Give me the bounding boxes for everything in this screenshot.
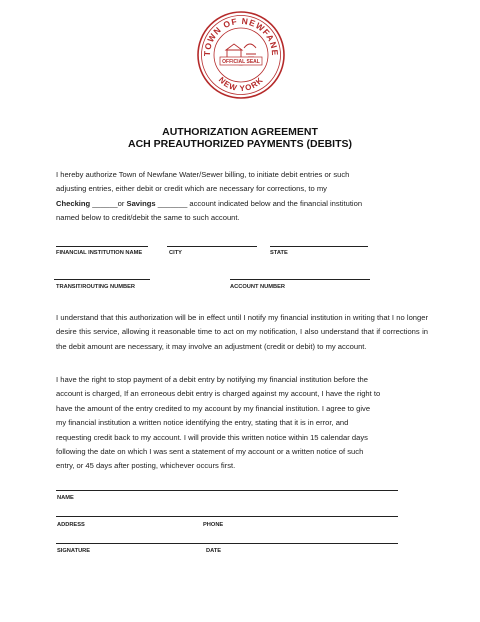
city-label: CITY [169, 250, 182, 256]
state-label: STATE [270, 250, 288, 256]
rights-line: my financial institution a written notice identifying the entry, stating that it is in error, and [56, 418, 349, 428]
page-title: AUTHORIZATION AGREEMENT [162, 126, 318, 138]
account-number-field[interactable] [230, 279, 370, 280]
rights-line: account is charged, If an erroneous debit entry is charged against my account, I have the right to [56, 389, 381, 399]
seal-top-text: TOWN OF NEWFANE [201, 15, 281, 57]
page-subtitle: ACH PREAUTHORIZED PAYMENTS (DEBITS) [127, 138, 352, 150]
name-field[interactable] [56, 490, 398, 491]
rights-line: entry, or 45 days after posting, whichever occurs first. [56, 461, 236, 471]
seal-bottom-text: NEW YORK [216, 75, 266, 94]
notice-paragraph: I understand that this authorization will be in effect until I notify my financial institution in writing that I no longer desire this service, allowing it reasonable time to act on my notification, I also understand that if corrections in the debit amount are necessary, it may involve an adjustment (credit or debit) to my account. [56, 313, 428, 351]
rights-line: requesting credit back to my account. I will provide this written notice within 15 calendar days [56, 432, 368, 442]
account-type-line [56, 197, 434, 211]
intro-line: named below to credit/debit the same to such account. [56, 213, 240, 223]
town-seal [196, 10, 286, 100]
state-field[interactable] [270, 246, 368, 247]
address-label: ADDRESS [57, 522, 85, 528]
intro-paragraph [56, 168, 434, 226]
financial-institution-label: FINANCIAL INSTITUTION NAME [56, 250, 143, 256]
date-label: DATE [206, 548, 222, 554]
checking-label: Checking [56, 198, 91, 208]
address-phone-field[interactable] [56, 516, 398, 517]
city-field[interactable] [167, 246, 257, 247]
savings-blank[interactable]: _______ account indicated below and the financial institution [155, 198, 363, 208]
rights-line: have the amount of the entry credited to my account by my financial institution. I agree to give [56, 403, 371, 413]
checking-blank[interactable]: ______or [90, 198, 127, 208]
name-label: NAME [57, 495, 74, 501]
rights-paragraph [56, 373, 434, 474]
financial-institution-field[interactable] [56, 246, 148, 247]
signature-label: SIGNATURE [57, 548, 91, 554]
account-number-label: ACCOUNT NUMBER [230, 284, 285, 290]
phone-label: PHONE [203, 522, 224, 528]
rights-line: I have the right to stop payment of a debit entry by notifying my financial institution before the [56, 375, 368, 384]
intro-line: adjusting entries, either debit or credit which are necessary for corrections, to my [56, 184, 327, 194]
routing-number-field[interactable] [54, 279, 150, 280]
savings-label: Savings [126, 198, 156, 208]
routing-number-label: TRANSIT/ROUTING NUMBER [56, 284, 135, 290]
seal-middle-text: OFFICIAL SEAL [222, 59, 260, 65]
intro-line: I hereby authorize Town of Newfane Water/Sewer billing, to initiate debit entries or such [56, 170, 350, 179]
signature-date-field[interactable] [56, 543, 398, 544]
rights-line: following the date on which I was sent a statement of my account or a written notice of such [56, 447, 364, 457]
